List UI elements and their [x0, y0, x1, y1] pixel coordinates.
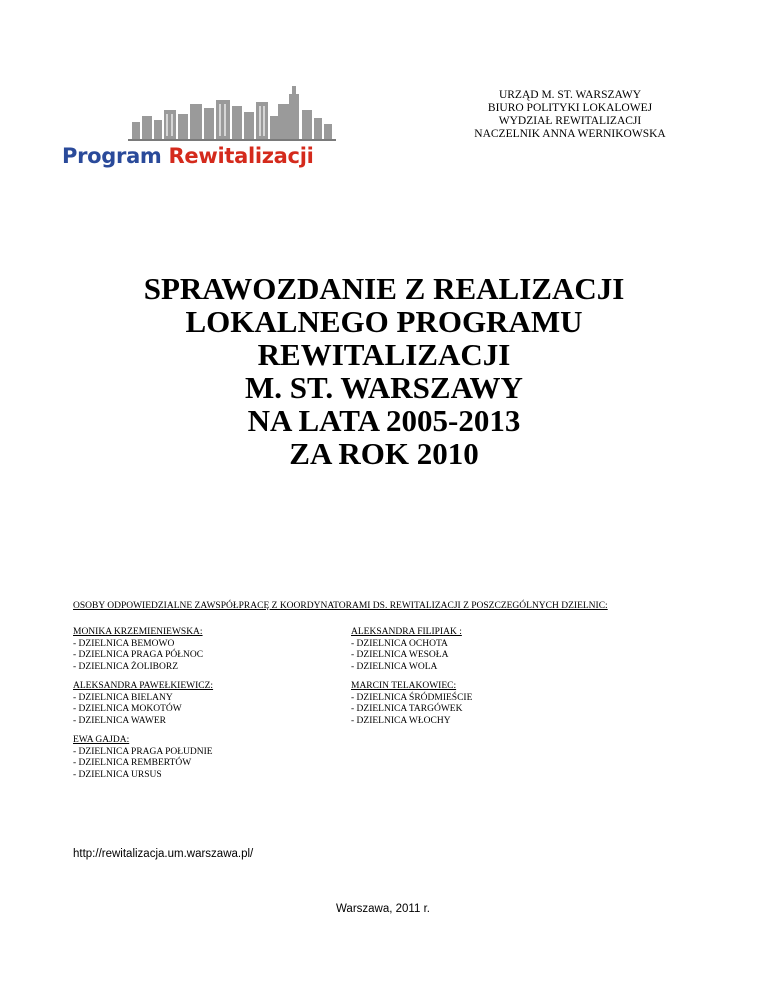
- district-item: - DZIELNICA TARGÓWEK: [351, 704, 463, 714]
- title-line: LOKALNEGO PROGRAMU: [185, 304, 583, 339]
- district-item: - DZIELNICA WŁOCHY: [351, 715, 451, 726]
- responsibles-heading: OSOBY ODPOWIEDZIALNE ZAWSPÓŁPRACĘ Z KOORDYNATORAMI DS. REWITALIZACJI Z POSZCZEGÓLNYCH DZIELNIC:: [73, 601, 608, 611]
- program-logo: [58, 82, 338, 177]
- person-name: ALEKSANDRA FILIPIAK :: [351, 627, 462, 637]
- responsible-group: [351, 627, 462, 673]
- title-line: M. ST. WARSZAWY: [245, 370, 523, 405]
- district-item: - DZIELNICA BIELANY: [73, 692, 173, 703]
- district-item: - DZIELNICA WESOŁA: [351, 650, 449, 660]
- title-line: REWITALIZACJI: [257, 337, 511, 372]
- office-line: BIURO POLITYKI LOKALOWEJ: [487, 102, 653, 114]
- responsible-group: [73, 627, 203, 673]
- district-item: - DZIELNICA OCHOTA: [351, 638, 448, 649]
- logo-word-program: Program: [62, 144, 162, 168]
- office-line: NACZELNIK ANNA WERNIKOWSKA: [474, 128, 666, 140]
- district-item: - DZIELNICA MOKOTÓW: [73, 704, 182, 714]
- title-line: ZA ROK 2010: [289, 436, 479, 471]
- office-line: WYDZIAŁ REWITALIZACJI: [498, 115, 642, 127]
- office-header: [440, 89, 700, 141]
- district-item: - DZIELNICA WOLA: [351, 661, 438, 672]
- person-name: ALEKSANDRA PAWEŁKIEWICZ:: [73, 681, 214, 691]
- district-item: - DZIELNICA PRAGA PÓŁNOC: [73, 650, 204, 660]
- district-item: - DZIELNICA BEMOWO: [73, 638, 175, 649]
- person-name: MONIKA KRZEMIENIEWSKA:: [73, 627, 203, 637]
- person-name: EWA GAJDA:: [73, 735, 130, 745]
- responsible-group: [351, 681, 472, 727]
- district-item: - DZIELNICA ŚRÓDMIEŚCIE: [351, 692, 473, 703]
- district-item: - DZIELNICA WAWER: [73, 715, 166, 726]
- city-skyline-icon: [58, 82, 338, 144]
- responsible-group: [73, 681, 213, 727]
- title-line: SPRAWOZDANIE Z REALIZACJI: [143, 271, 625, 306]
- place-date: Warszawa, 2011 r.: [336, 903, 430, 915]
- title-line: NA LATA 2005-2013: [247, 403, 521, 438]
- district-item: - DZIELNICA PRAGA POŁUDNIE: [73, 746, 213, 757]
- district-item: - DZIELNICA ŻOLIBORZ: [73, 661, 179, 672]
- responsible-group: [73, 735, 213, 781]
- website-link[interactable]: http://rewitalizacja.um.warszawa.pl/: [73, 848, 254, 860]
- office-line: URZĄD M. ST. WARSZAWY: [498, 89, 642, 101]
- report-title: [0, 272, 768, 470]
- district-item: - DZIELNICA REMBERTÓW: [73, 758, 192, 768]
- logo-word-rewitalizacji: Rewitalizacji: [168, 144, 314, 168]
- district-item: - DZIELNICA URSUS: [73, 769, 162, 780]
- logo-text: [62, 144, 314, 168]
- person-name: MARCIN TELAKOWIEC:: [351, 681, 457, 691]
